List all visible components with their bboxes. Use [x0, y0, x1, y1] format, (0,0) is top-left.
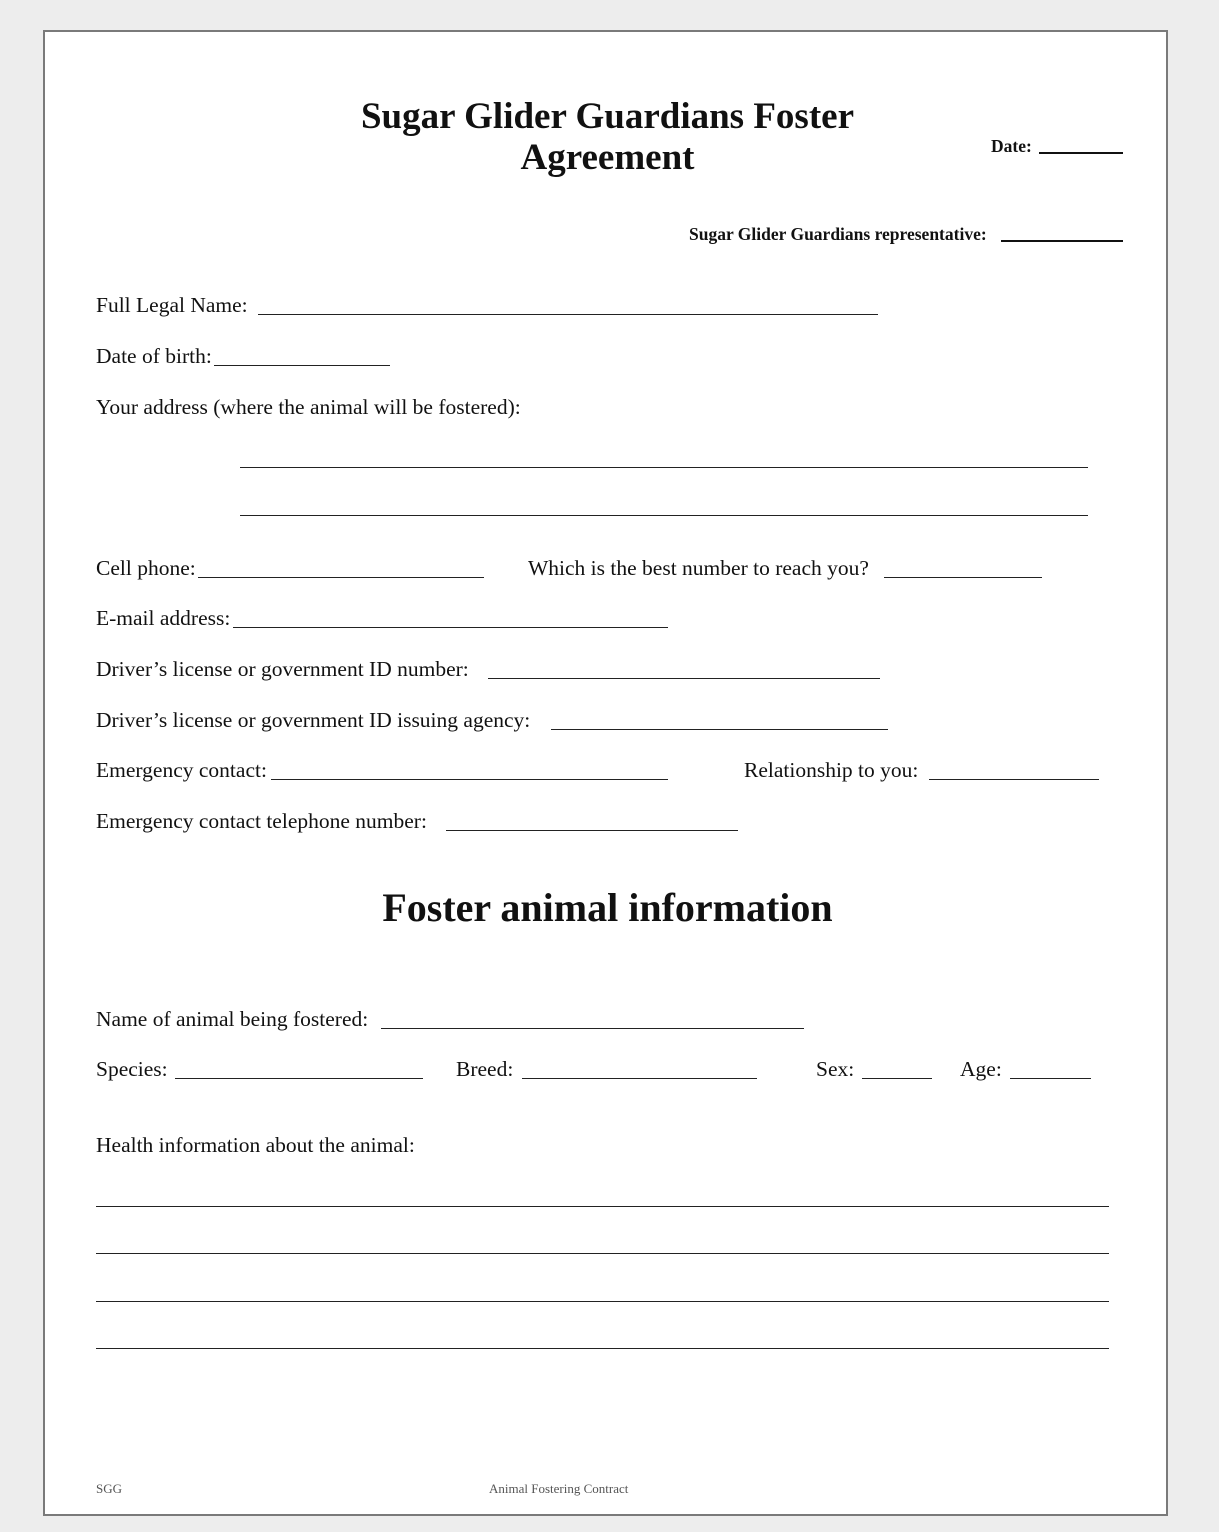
health-line-1[interactable] [96, 1206, 1109, 1207]
id-agency-field[interactable] [551, 729, 888, 730]
animal-name-label: Name of animal being fostered: [96, 1007, 369, 1031]
section-heading: Foster animal information [382, 885, 833, 930]
emergency-phone-label: Emergency contact telephone number: [96, 809, 427, 833]
id-number-field[interactable] [488, 678, 880, 679]
id-agency-label: Driver’s license or government ID issuing agency: [96, 708, 531, 732]
representative-field[interactable] [1001, 240, 1123, 242]
dob-label: Date of birth: [96, 344, 212, 368]
age-label: Age: [960, 1057, 1002, 1081]
emergency-contact-label: Emergency contact: [96, 758, 267, 782]
footer-center: Animal Fostering Contract [489, 1481, 629, 1496]
breed-label: Breed: [456, 1057, 514, 1081]
email-field[interactable] [233, 627, 668, 628]
address-line-2[interactable] [240, 515, 1088, 516]
sex-label: Sex: [816, 1057, 855, 1081]
address-label: Your address (where the animal will be fostered): [96, 395, 521, 419]
representative-label: Sugar Glider Guardians representative: [689, 224, 987, 244]
full-name-field[interactable] [258, 314, 878, 315]
footer-left: SGG [96, 1481, 123, 1496]
date-label: Date: [991, 136, 1032, 156]
address-line-1[interactable] [240, 467, 1088, 468]
species-label: Species: [96, 1057, 168, 1081]
emergency-contact-field[interactable] [271, 779, 668, 780]
id-number-label: Driver’s license or government ID number: [96, 657, 469, 681]
health-line-3[interactable] [96, 1301, 1109, 1302]
full-name-label: Full Legal Name: [96, 293, 248, 317]
relationship-label: Relationship to you: [744, 758, 919, 782]
cell-phone-field[interactable] [198, 577, 484, 578]
dob-field[interactable] [214, 365, 390, 366]
relationship-field[interactable] [929, 779, 1099, 780]
cell-phone-label: Cell phone: [96, 556, 196, 580]
best-number-label: Which is the best number to reach you? [528, 556, 869, 580]
sex-field[interactable] [862, 1078, 932, 1079]
document-page [43, 30, 1168, 1516]
date-field[interactable] [1039, 152, 1123, 154]
document-title: Sugar Glider Guardians Foster Agreement [360, 96, 855, 178]
email-label: E-mail address: [96, 606, 231, 630]
best-number-field[interactable] [884, 577, 1042, 578]
breed-field[interactable] [522, 1078, 757, 1079]
health-line-2[interactable] [96, 1253, 1109, 1254]
age-field[interactable] [1010, 1078, 1091, 1079]
species-field[interactable] [175, 1078, 423, 1079]
health-line-4[interactable] [96, 1348, 1109, 1349]
animal-name-field[interactable] [381, 1028, 804, 1029]
emergency-phone-field[interactable] [446, 830, 738, 831]
health-info-label: Health information about the animal: [96, 1133, 415, 1157]
